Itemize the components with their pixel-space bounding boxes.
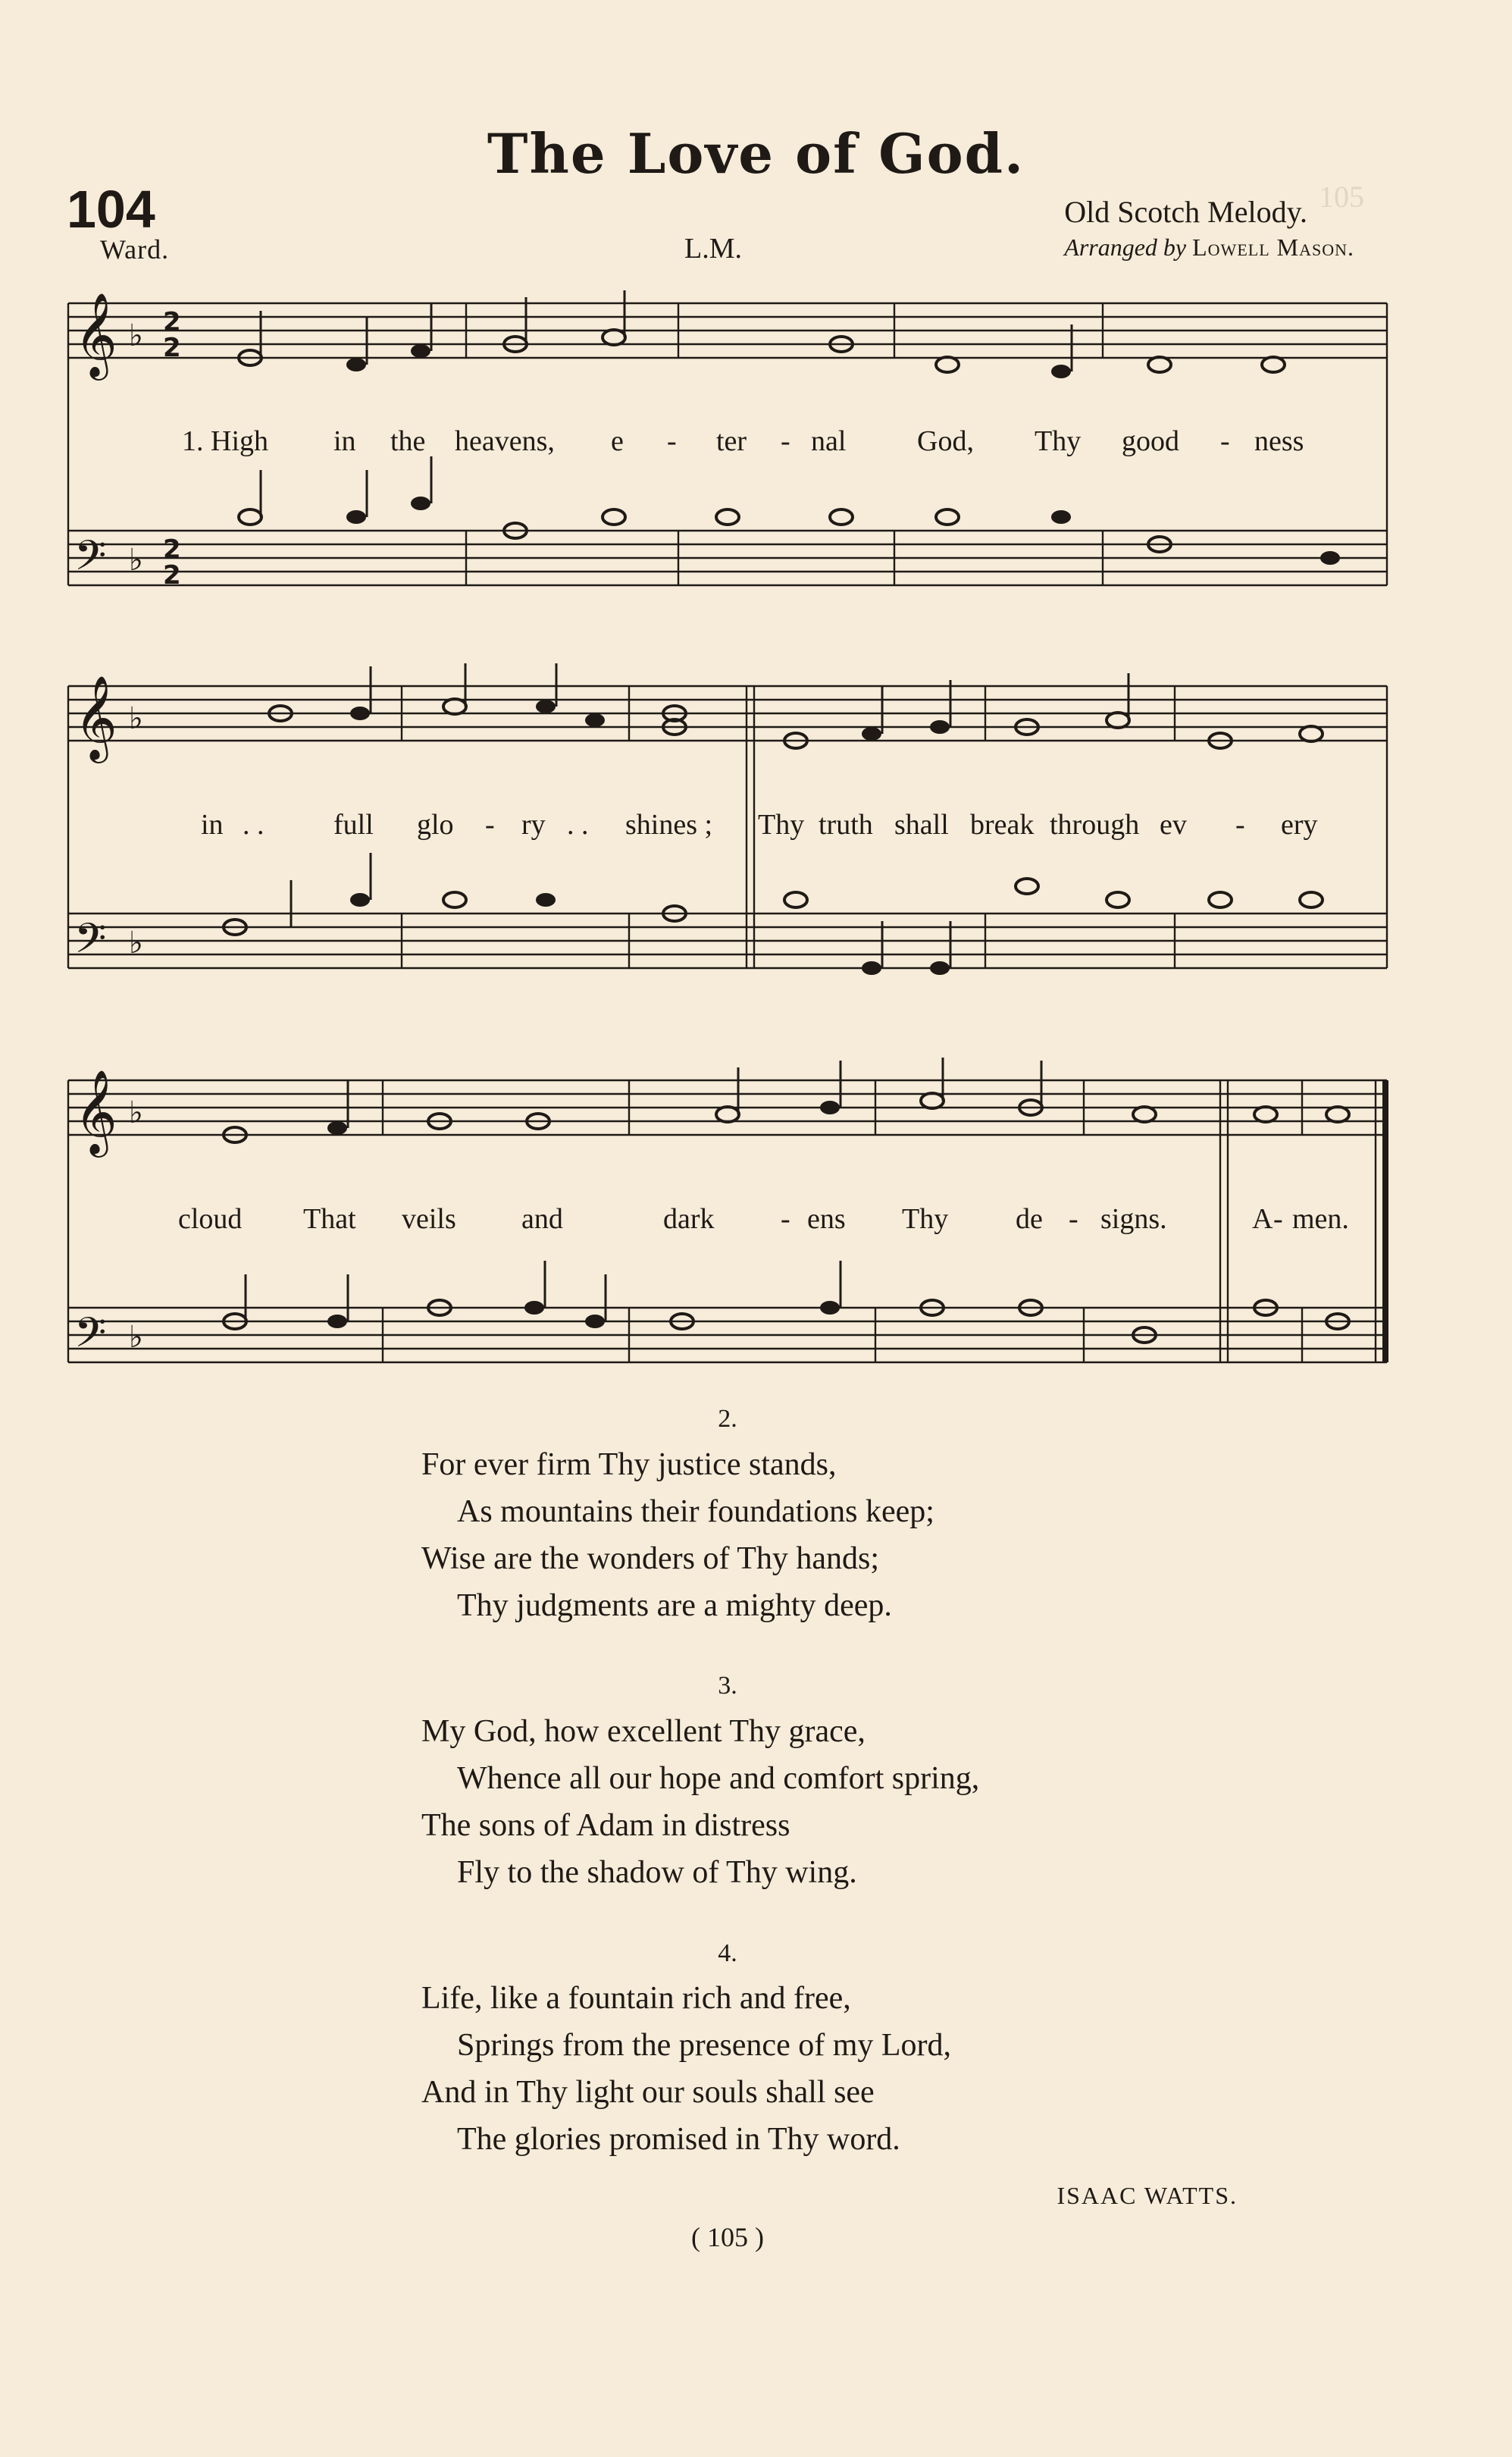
hymn-author: ISAAC WATTS.	[1057, 2182, 1238, 2209]
verse-number: 3.	[718, 1672, 737, 1700]
lyric-syllable: Thy	[758, 809, 805, 841]
verse-line: As mountains their foundations keep;	[457, 1494, 934, 1529]
lyric-syllable: de	[1016, 1203, 1043, 1235]
bass-clef-icon: 𝄢	[74, 531, 107, 590]
lyric-hyphen: -	[1235, 809, 1245, 841]
melody-source: Old Scotch Melody.	[1064, 195, 1307, 229]
arranged-by-label: Arranged by	[1064, 233, 1187, 261]
lyric-syllable: men.	[1292, 1203, 1349, 1235]
lyric-syllable: ness	[1254, 425, 1304, 457]
lyric-syllable: ter	[716, 425, 747, 457]
lyric-hyphen: -	[781, 425, 790, 457]
lyric-syllable: veils	[402, 1203, 456, 1235]
svg-text:2: 2	[163, 534, 181, 565]
page-number: ( 105 )	[691, 2222, 764, 2252]
verse-line: Whence all our hope and comfort spring,	[457, 1761, 980, 1796]
lyric-hyphen: -	[1220, 425, 1230, 457]
treble-clef-icon: 𝄞	[74, 675, 117, 760]
lyric-syllable: That	[303, 1203, 356, 1235]
lyric-hyphen: -	[1273, 1203, 1283, 1235]
svg-text:♭: ♭	[129, 318, 143, 353]
svg-text:♭: ♭	[129, 1320, 143, 1355]
verse-line: The glories promised in Thy word.	[457, 2122, 900, 2157]
svg-text:♭: ♭	[129, 543, 143, 578]
svg-text:2: 2	[163, 307, 181, 337]
lyric-syllable: and	[521, 1203, 563, 1235]
lyric-syllable: Thy	[902, 1203, 949, 1235]
lyric-hyphen: -	[485, 809, 495, 841]
lyric-syllable: heavens,	[455, 425, 555, 457]
arranger-name: Lowell Mason.	[1192, 233, 1354, 261]
bass-clef-icon: 𝄢	[74, 914, 107, 973]
bass-clef-icon: 𝄢	[74, 1308, 107, 1367]
lyric-syllable: in	[201, 809, 224, 841]
lyric-syllable: ery	[1281, 809, 1318, 841]
lyric-syllable: Thy	[1035, 425, 1082, 457]
verse-number: 2.	[718, 1405, 737, 1433]
verse-number: 4.	[718, 1939, 737, 1967]
tune-name: Ward.	[100, 234, 170, 265]
verse-line: Life, like a fountain rich and free,	[421, 1981, 851, 2016]
lyric-extender: . .	[567, 809, 589, 841]
svg-text:2: 2	[163, 560, 181, 591]
svg-text:♭: ♭	[129, 701, 143, 736]
lyric-hyphen: -	[1069, 1203, 1078, 1235]
lyric-syllable: glo	[417, 809, 454, 841]
lyric-hyphen: -	[667, 425, 677, 457]
lyric-syllable: nal	[811, 425, 847, 457]
lyric-syllable: 1. High	[182, 425, 268, 457]
svg-text:♭: ♭	[129, 1095, 143, 1130]
lyric-syllable: ens	[807, 1203, 846, 1235]
lyric-syllable: dark	[663, 1203, 715, 1235]
verse-line: And in Thy light our souls shall see	[421, 2075, 875, 2110]
hymn-title: The Love of God.	[487, 121, 1025, 186]
svg-text:2: 2	[163, 333, 181, 363]
verse-line: Fly to the shadow of Thy wing.	[457, 1855, 857, 1890]
verse-line: Springs from the presence of my Lord,	[457, 2028, 952, 2063]
lyric-syllable: ev	[1160, 809, 1187, 841]
verse-line: My God, how excellent Thy grace,	[421, 1714, 866, 1749]
lyric-syllable: break	[970, 809, 1035, 841]
verse-line: Thy judgments are a mighty deep.	[457, 1588, 892, 1623]
lyric-syllable: good	[1122, 425, 1179, 457]
treble-clef-icon: 𝄞	[74, 292, 117, 377]
verse-line: For ever firm Thy justice stands,	[421, 1447, 837, 1482]
lyric-syllable: the	[390, 425, 426, 457]
lyric-syllable: signs.	[1100, 1203, 1167, 1235]
verse-line: The sons of Adam in distress	[421, 1808, 790, 1843]
svg-text:♭: ♭	[129, 926, 143, 961]
verse-line: Wise are the wonders of Thy hands;	[421, 1541, 880, 1576]
lyric-syllable: A	[1252, 1203, 1273, 1235]
lyric-hyphen: -	[781, 1203, 790, 1235]
meter: L.M.	[684, 233, 742, 265]
lyric-syllable: e	[611, 425, 624, 457]
lyric-syllable: cloud	[178, 1203, 243, 1235]
lyric-syllable: God,	[917, 425, 974, 457]
bleed-through-mark: 105	[1319, 180, 1364, 214]
lyric-syllable: shall	[894, 809, 949, 841]
lyric-syllable: full	[333, 809, 374, 841]
arranger-credit	[1064, 233, 1354, 262]
lyric-syllable: truth	[819, 809, 873, 841]
lyric-syllable: ry	[521, 809, 546, 841]
lyric-syllable: shines ;	[625, 809, 713, 841]
lyric-syllable: through	[1050, 809, 1140, 841]
treble-clef-icon: 𝄞	[74, 1069, 117, 1154]
hymn-number: 104	[67, 180, 155, 239]
lyric-extender: . .	[243, 809, 265, 841]
lyric-syllable: in	[333, 425, 356, 457]
